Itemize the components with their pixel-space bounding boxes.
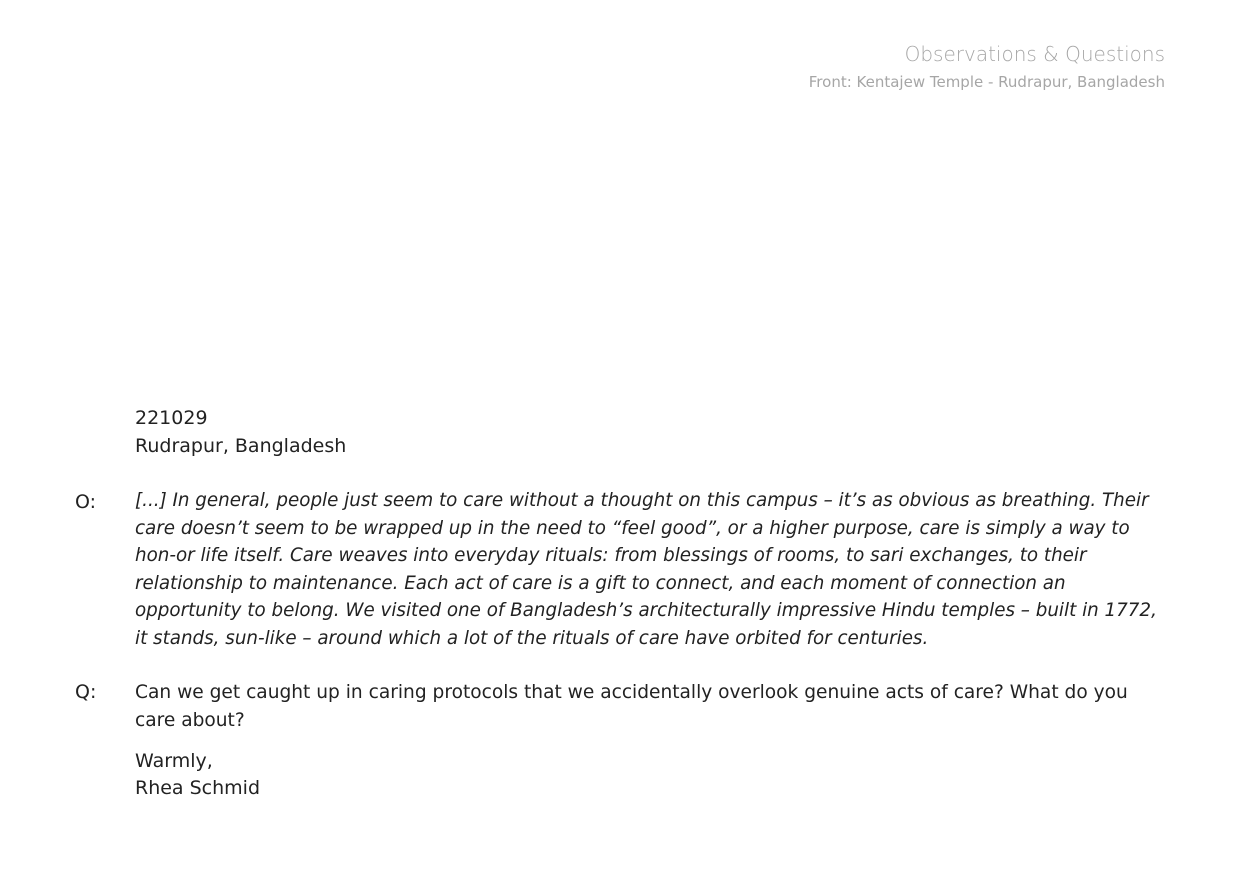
signoff-closing: Warmly, (135, 750, 213, 772)
letter-meta (135, 404, 346, 460)
page-header (809, 40, 1165, 93)
signoff (135, 748, 260, 802)
observation-block (75, 487, 1165, 652)
question-text: Can we get caught up in caring protocols that we accidentally overlook genuine acts of care? What do you care about? (135, 682, 1128, 731)
observation-text: [...] In general, people just seem to care without a thought on this campus – it’s as obvious as breathing. Their care doesn’t seem to be wrapped up in the need to “feel good”, or a higher purpose, care is simply a way to hon-or life itself. Care weaves into everyday rituals: from blessings of rooms, to sari exchanges, to their relationship to maintenance. Each act of care is a gift to connect, and each moment of connection an opportunity to belong. We visited one of Bangladesh’s architecturally impressive Hindu temples – built in 1772, it stands, sun-like – around which a lot of the rituals of care have orbited for centuries. (135, 490, 1157, 649)
header-subtitle: Front: Kentajew Temple - Rudrapur, Bangladesh (808, 73, 1165, 91)
letter-date: 221029 (135, 407, 208, 429)
letter-location: Rudrapur, Bangladesh (135, 435, 347, 457)
header-title: Observations & Questions (904, 42, 1165, 66)
signoff-name: Rhea Schmid (135, 777, 261, 799)
question-label: Q: (75, 681, 97, 703)
question-block (75, 679, 1165, 734)
observation-label: O: (75, 491, 97, 513)
